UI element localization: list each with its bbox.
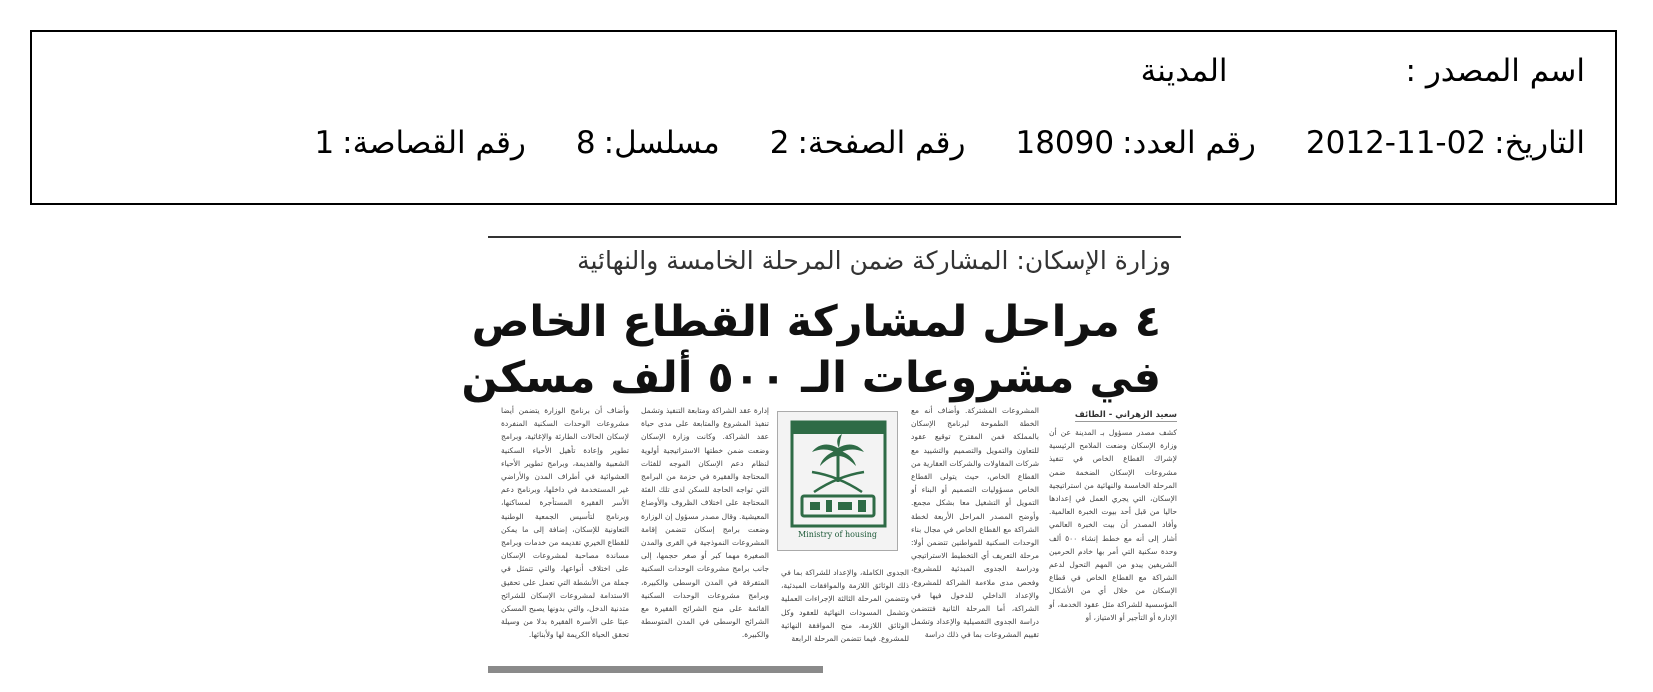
newspaper-clipping (461, 236, 1181, 673)
headline-line-2: في مشروعات الـ ٥٠٠ ألف مسكن (461, 353, 1161, 403)
bottom-bar (488, 666, 823, 673)
column-text: وأضاف أن برنامج الوزارة يتضمن أيضا مشروعات الوحدات السكنية المنفردة لإسكان الحالات الطارئة والإغاثية، وبرامج تطوير وإعادة تأهيل الأحياء السكنية الشعبية والقديمة، وبرامج تطوير الأحياء العشوائية في أطراف المدن والأراضي غير المستخدمة في داخلها، وبرنامج دعم الأسر الفقيرة المستأجرة لمساكنها، وبرنامج لتأسيس الجمعية الوطنية التعاونية للإسكان، إضافة إلى ما يمكن للقطاع الخيري تقديمه من خدمات وبرامج مساندة مصاحبة لمشروعات الإسكان على اختلاف أنواعها، والتي تتمثل في جملة من الأنشطة التي تعمل على تحقيق الاستدامة لمشروعات الإسكان للشرائح متدنية الدخل، والتي بدونها يصبح المسكن عبئا على الأسرة الفقيرة بدلا من وسيلة تحقق الحياة الكريمة لها ولأبنائها. (501, 406, 629, 640)
column-text: الجدوى الكاملة، والإعداد للشراكة بما في ذلك الوثائق اللازمة والموافقات المبدئية، وتتضمن المرحلة الثالثة الإجراءات العملية وتشمل المسودات النهائية للعقود وكل الوثائق اللازمة، منح الموافقة النهائية للمشروع. فيما تتضمن المرحلة الرابعة (781, 568, 909, 644)
issue-number-label: رقم العدد: (1122, 125, 1256, 161)
date-label: التاريخ: (1494, 125, 1585, 161)
article-column (501, 404, 629, 666)
column-text: المشروعات المشتركة. وأضاف أنه مع الخطة الطموحة لبرنامج الإسكان بالمملكة فمن المقترح توقيع عقود للتعاون والتمويل والتصميم والتشييد مع شركات المقاولات والشركات العقارية من القطاع الخاص، حيث يتولى القطاع الخاص مسؤوليات التصميم أو البناء أو التمويل أو التشغيل معا بشكل مجمع. وأوضح المصدر المراحل الأربعة لخطة الشراكة مع القطاع الخاص في مجال بناء الوحدات السكنية للمواطنين تتضمن أولا: مرحلة التعريف أي التخطيط الاستراتيجي ودراسة الجدوى المبدئية للمشروع، وفحص مدى ملاءمة الشراكة للمشروع، والإعداد الداخلي للدخول فيها في الشراكة، أما المرحلة الثانية فتتضمن دراسة الجدوى التفصيلية والإعداد وتشمل تقييم المشروعات بما في ذلك دراسة (911, 406, 1039, 640)
article-byline: سعيد الزهراني - الطائف (1074, 410, 1177, 420)
ministry-logo (777, 411, 898, 551)
article-kicker: وزارة الإسكان: المشاركة ضمن المرحلة الخامسة والنهائية (577, 246, 1171, 275)
issue-details-row (314, 125, 1585, 161)
headline-line-1: ٤ مراحل لمشاركة القطاع الخاص (471, 297, 1161, 347)
clip-number-value: 1 (314, 125, 335, 161)
serial-label: مسلسل: (603, 125, 720, 161)
page-number-value: 2 (769, 125, 790, 161)
serial-value: 8 (575, 125, 596, 161)
source-label: اسم المصدر : (1405, 53, 1585, 89)
column-text: كشف مصدر مسؤول بـ المدينة عن أن وزارة الإسكان وضعت الملامح الرئيسية لإشراك القطاع الخاص في تنفيذ مشروعات الإسكان الضخمة ضمن المرحلة الخامسة والنهائية من استراتيجية الإسكان، التي يجري العمل في إعدادها حاليا من قبل أحد بيوت الخبرة العالمية. وأفاد المصدر أن بيت الخبرة العالمي أشار إلى أنه مع خطط إنشاء ٥٠٠ ألف وحدة سكنية التي أمر بها خادم الحرمين الشريفين يبدو من المهم التحول لدعم الشراكة مع القطاع الخاص في قطاع الإسكان من خلال أي من الأشكال المؤسسية للشراكة مثل عقود الخدمة، أو الإدارة أو التأجير أو الامتياز، أو (1049, 428, 1177, 622)
issue-number-value: 18090 (1015, 125, 1115, 161)
source-row (1141, 53, 1585, 89)
source-value: المدينة (1140, 53, 1228, 89)
article-column (641, 404, 769, 666)
top-divider (488, 236, 1181, 238)
clip-number-label: رقم القصاصة: (342, 125, 526, 161)
article-column (1049, 426, 1177, 666)
source-info-box (30, 30, 1617, 205)
article-column (911, 404, 1039, 666)
column-text: إدارة عقد الشراكة ومتابعة التنفيذ وتشمل تنفيذ المشروع والمتابعة على مدى حياة عقد الشراكة. وكانت وزارة الإسكان وضعت ضمن خطتها الاستراتيجية أولوية لنظام دعم الإسكان الموجه للفئات المحتاجة والفقيرة في حزمة من البرامج التي تواجه الحاجة للسكن لدى تلك الفئة المحتاجة على اختلاف الظروف والأوضاع المعيشية. وقال مصدر مسؤول إن الوزارة وضعت برامج إسكان تتضمن إقامة المشروعات النموذجية في القرى والمدن الصغيرة مهما كبر أو صغر حجمها، إلى جانب برامج مشروعات الوحدات السكنية المتفرقة في المدن الوسطى والكبيرة، وبرامج مشروعات الوحدات السكنية القائمة على منح الشرائح الفقيرة مع الشرائح الوسطى في المدن المتوسطة والكبيرة. (641, 406, 769, 640)
article-headline (461, 294, 1161, 406)
page-number-label: رقم الصفحة: (797, 125, 966, 161)
date-value: 2012-11-02 (1305, 125, 1487, 161)
logo-caption: Ministry of housing (797, 530, 878, 539)
article-column (781, 566, 909, 666)
